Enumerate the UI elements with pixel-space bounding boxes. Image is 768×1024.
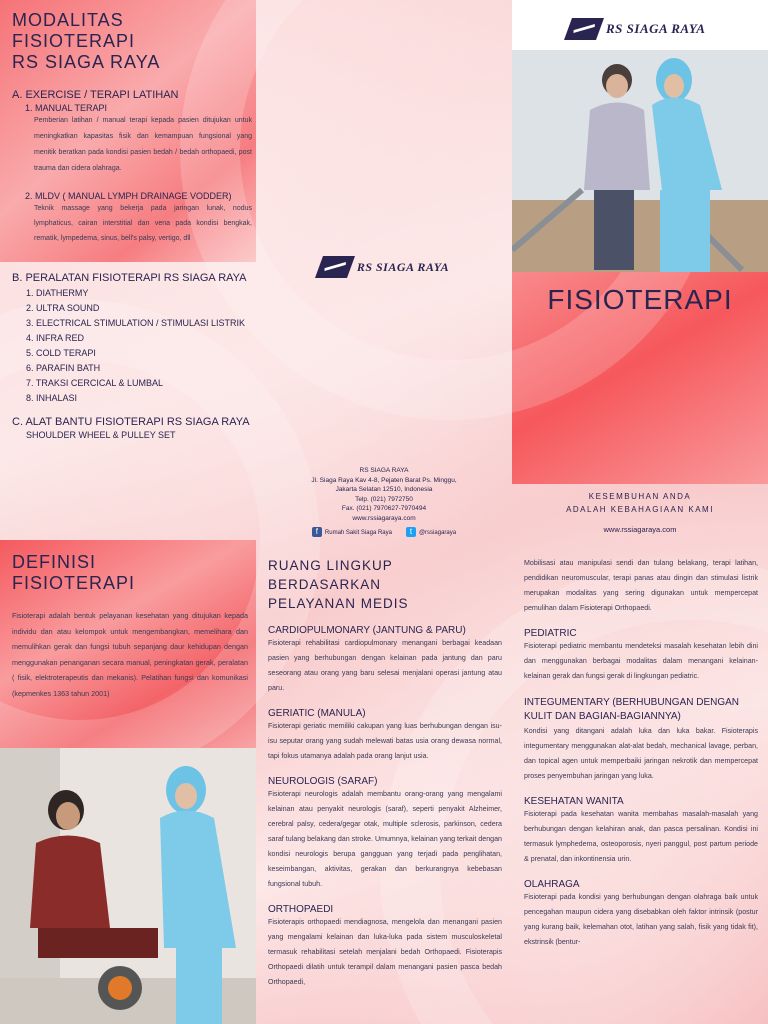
alat-bantu-text: SHOULDER WHEEL & PULLEY SET (26, 430, 176, 440)
section-c-title: C. ALAT BANTU FISIOTERAPI RS SIAGA RAYA (12, 416, 250, 428)
neurologis-text: Fisioterapi neurologis adalah membantu orang-orang yang mengalami kelainan atau penyakit neurologis (saraf), seperti penyakit Alzheimer, cerebral palsy, cedera/gegar otak, multiple sclerosis, parkinson, cedera saraf tulang belakang dan stroke. Umumnya, kelainan yang terkait dengan kondisi neurologis berupa gangguan yang terjadi pada penglihatan, keseimbangan, aktivitas, gerakan dan berkurangnya kebebasan fungsional tubuh. (268, 790, 502, 888)
twitter-link[interactable] (406, 527, 456, 539)
modalitas-title (12, 10, 252, 73)
definisi-title (12, 552, 248, 594)
ruang-section-cardio (268, 625, 502, 696)
panel-modalitas (12, 10, 252, 246)
panel-peralatan (12, 272, 260, 440)
ruang-title-line1: RUANG LINGKUP BERDASARKAN (268, 558, 393, 592)
olahraga-title: OLAHRAGA (524, 879, 580, 890)
panel-cover-top (512, 0, 768, 272)
hospital-logo-icon (315, 256, 355, 278)
mldv-title: 2. MLDV ( MANUAL LYMPH DRAINAGE VODDER) (25, 191, 232, 201)
facebook-icon: f (312, 527, 322, 537)
contact-name: RS SIAGA RAYA (359, 467, 409, 474)
list-item: 8. INHALASI (26, 393, 78, 403)
cardio-text: Fisioterapi rehabilitasi cardiopulmonary menangani berbagai keadaan pasien yang berhubungan dengan kelainan pada jantung dan paru seseorang atau orang yang baru selesai menjalani operasi jantung atau paru. (268, 639, 502, 692)
cover-website-link[interactable]: www.rssiagaraya.com (603, 525, 677, 534)
ruang-title-line2: PELAYANAN MEDIS (268, 596, 409, 611)
list-item: 1. DIATHERMY (26, 288, 89, 298)
facebook-link[interactable] (312, 527, 392, 539)
definisi-text: Fisioterapi adalah bentuk pelayanan kesehatan yang ditujukan kepada individu dan atau kelompok untuk mengembangkan, memelihara dan memulihkan gerak dan fungsi tubuh sepanjang daur kehidupan dengan menggunakan penanganan secara manual, peningkatan gerak, peralatan ( fisik, elektroterapeutis dan mekanis). Pelatihan fungsi dan komunikasi (kepmenkes 1363 tahun 2001) (12, 611, 248, 698)
cover-photo-illustration (512, 50, 768, 272)
list-item: 6. PARAFIN BATH (26, 363, 101, 373)
contact-address-2: Jakarta Selatan 12510, Indonesia (335, 486, 433, 493)
tagline-line2: ADALAH KEBAHAGIAAN KAMI (566, 505, 714, 514)
olahraga-text: Fisioterapi pada kondisi yang berhubungan dengan olahraga baik untuk pencegahan maupun cidera yang disebabkan oleh faktor intrinsik (postur yang kurang baik, kelemahan otot, latihan yang salah, fisik yang tidak fit), ekstrinsik (bentur- (524, 893, 758, 946)
manual-terapi-title: 1. MANUAL TERAPI (25, 103, 108, 113)
ruang-section-orthopaedi (268, 904, 502, 990)
ruang-section-neurologis (268, 776, 502, 892)
geriatic-text: Fisioterapi geriatic memiliki cakupan yang luas berhubungan dengan isu-isu seputar orang yang sudah melewati batas usia orang dewasa normal, tapi fokus utamanya adalah pada orang lanjut usia. (268, 722, 502, 760)
cover-logo-text: RS SIAGA RAYA (606, 21, 706, 36)
ruang-title (268, 556, 502, 613)
orthopaedi-continued-text: Mobilisasi atau manipulasi sendi dan tulang belakang, terapi latihan, pendidikan neuromuscular, terapi panas atau dingin dan stimulasi listrik merupakan modalitas yang sering digunakan untuk mempercepat pemulihan dalam Fisioterapi Orthopaedi. (524, 559, 758, 612)
geriatic-title: GERIATIC (MANULA) (268, 708, 366, 719)
list-item: 3. ELECTRICAL STIMULATION / STIMULASI LISTRIK (26, 318, 246, 328)
panel-ruang-lingkup (268, 556, 502, 990)
cover-logo (568, 18, 705, 40)
contact-phone: Telp. (021) 7972750 (355, 495, 413, 503)
hospital-logo-icon (564, 18, 604, 40)
kesehatan-wanita-title: KESEHATAN WANITA (524, 796, 624, 807)
contact-address-1: Jl. Siaga Raya Kav 4-8, Pejaten Barat Ps. Minggu, (311, 476, 457, 484)
integumentary-title: INTEGUMENTARY (BERHUBUNGAN DENGAN KULIT DAN BAGIAN-BAGIANNYA) (524, 697, 740, 722)
section-pediatric (524, 628, 758, 684)
mldv-text: Teknik massage yang bekerja pada jaringan lunak, nodus lymphaticus, cairan interstitial dan vena pada kondisi bengkak, rematik, lympedema, sinus, bell's palsy, vertigo, dll (34, 205, 252, 242)
cover-title: FISIOTERAPI (547, 284, 733, 315)
definisi-photo-illustration (0, 748, 256, 1024)
peralatan-list (12, 286, 260, 406)
contact-logo-text: RS SIAGA RAYA (356, 259, 450, 274)
integumentary-text: Kondisi yang ditangani adalah luka dan luka bakar. Fisioterapis integumentary menggunakan alat-alat bedah, mechanical lavage, perban, dan topical agen untuk memperbaiki jaringan nekrotik dan mempercepat proses penyembuhan jaringan yang luka. (524, 727, 758, 780)
section-b-title: B. PERALATAN FISIOTERAPI RS SIAGA RAYA (12, 272, 247, 284)
facebook-label: Rumah Sakit Siaga Raya (324, 530, 392, 536)
definisi-title-line2: FISIOTERAPI (12, 573, 136, 593)
cover-tagline (512, 490, 768, 534)
ruang-section-geriatic (268, 708, 502, 764)
list-item: 5. COLD TERAPI (26, 348, 96, 358)
orthopaedi-text: Fisioterapis orthopaedi mendiagnosa, mengelola dan menangani pasien yang mengalami kelainan dan luka-luka pada sistem musculoskeletal termasuk rehabilitasi setelah menjalani bedah Orthopaedi. Fisioterapis Orthopaedi dilatih untuk terampil dalam menangani pasien pasca bedah Orthopaedi, (268, 918, 502, 986)
list-item: 7. TRAKSI CERCICAL & LUMBAL (26, 378, 164, 388)
orthopaedi-title: ORTHOPAEDI (268, 904, 334, 915)
social-links (262, 527, 506, 539)
twitter-icon: t (406, 527, 416, 537)
section-a-title: A. EXERCISE / TERAPI LATIHAN (12, 89, 179, 101)
definisi-photo (0, 748, 256, 1024)
pediatric-title: PEDIATRIC (524, 628, 577, 639)
cardio-title: CARDIOPULMONARY (JANTUNG & PARU) (268, 625, 466, 636)
tagline-line1: KESEMBUHAN ANDA (588, 492, 692, 501)
panel-definisi (12, 552, 248, 701)
list-item: 4. INFRA RED (26, 333, 85, 343)
pediatric-text: Fisioterapi pediatric membantu mendeteksi masalah kesehatan lebih dini dan menggunakan berbagai modalitas dalam menangani kelainan-kelainan gerak dan fungsi gerak di lingkungan pediatric. (524, 642, 758, 680)
list-item: 2. ULTRA SOUND (26, 303, 100, 313)
kesehatan-wanita-text: Fisioterapi pada kesehatan wanita membahas masalah-masalah yang berhubungan dengan kelahiran anak, dan pasca persalinan. Kondisi ini termasuk lymphedema, osteoporosis, nyeri panggul, post partum periode & prenatal, dan inkontinensia urin. (524, 810, 758, 863)
neurologis-title: NEUROLOGIS (SARAF) (268, 776, 378, 787)
section-olahraga (524, 879, 758, 950)
panel-lanjutan (524, 556, 758, 950)
modalitas-title-line2: RS SIAGA RAYA (12, 52, 161, 72)
definisi-title-line1: DEFINISI (12, 552, 97, 572)
section-integumentary (524, 696, 758, 784)
section-kesehatan-wanita (524, 796, 758, 867)
manual-terapi-text: Pemberian latihan / manual terapi kepada pasien ditujukan untuk meningkatkan kapasitas fisik dan kemampuan fungsional yang menitik beratkan pada kondisi pasien bedah / bedah orthopaedi, post trauma dan cidera olahraga. (34, 117, 252, 172)
contact-logo (256, 256, 512, 278)
modalitas-title-line1: MODALITAS FISIOTERAPI (12, 10, 136, 51)
twitter-label: @rssiagaraya (418, 530, 457, 536)
contact-info (262, 466, 506, 539)
cover-photo (512, 50, 768, 272)
contact-fax: Fax. (021) 7970627-7970494 (341, 505, 427, 512)
panel-contact (256, 256, 512, 278)
cover-title-block (512, 280, 768, 320)
contact-website-link[interactable]: www.rssiagaraya.com (352, 514, 416, 522)
